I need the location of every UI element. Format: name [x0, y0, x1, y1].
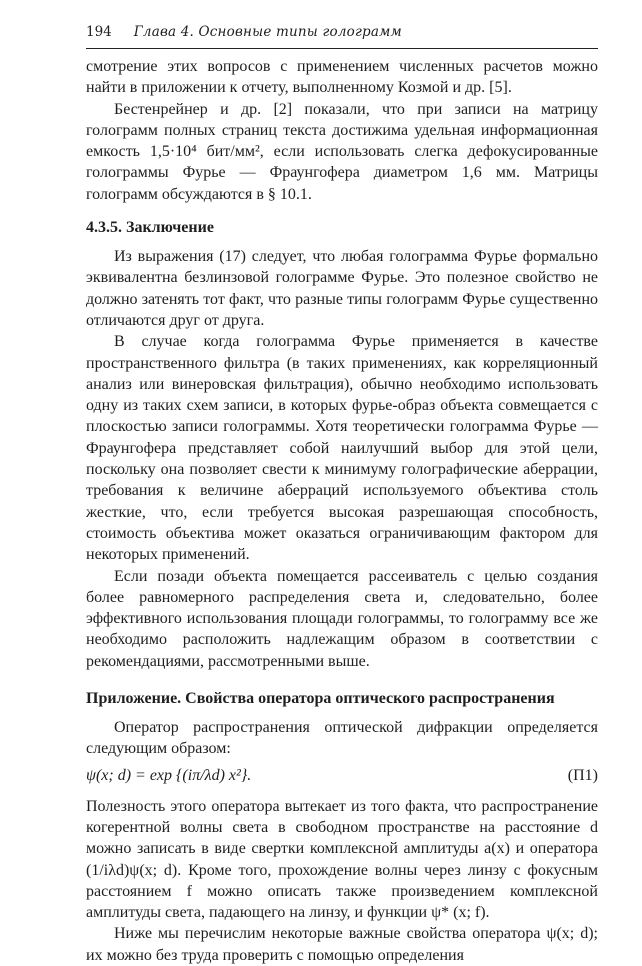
page-number: 194 — [86, 24, 112, 40]
running-head-title: Глава 4. Основные типы голограмм — [133, 24, 402, 40]
paragraph-conclusion-3: Если позади объекта помещается рассеиватель с целью создания более равномерного распределения света и, следовательно, более эффективного использования площади голограммы, то голограмму все же необходимо расположить надлежащим образом в соответствии с рекомендациями, рассмотренными выше. — [86, 567, 598, 670]
appendix-heading: Приложение. Свойства оператора оптического распространения — [86, 690, 555, 708]
formula-number: (П1) — [567, 766, 598, 784]
appendix-intro: Оператор распространения оптической дифракции определяется следующим образом: — [86, 719, 598, 758]
paragraph-bestenreiner: Бестенрейнер и др. [2] показали, что при записи на матрицу голограмм полных страниц текста достижима удельная информационная емкость 1,5·10⁴ бит/мм², если использовать слегка дефокусированные голограммы Фурье — Фраунгофера диаметром 1,6 мм. Матрицы голограмм обсуждаются в § 10.1. — [86, 100, 598, 203]
formula-p1 — [86, 765, 598, 788]
section-heading-conclusion: 4.3.5. Заключение — [86, 219, 214, 237]
paragraph-conclusion-1: Из выражения (17) следует, что любая голограмма Фурье формально эквивалентна безлинзовой голограмме Фурье. Это полезное свойство не должно затенять тот факт, что разные типы голограмм Фурье существенно отличаются друг от друга. — [86, 248, 598, 329]
formula-expression: ψ(x; d) = exp {(iπ/λd) x²}. — [86, 766, 252, 784]
paragraph-continued: смотрение этих вопросов с применением численных расчетов можно найти в приложении к отчету, выполненному Козмой и др. [5]. — [86, 58, 598, 97]
appendix-paragraph-1: Полезность этого оператора вытекает из того факта, что распространение когерентной волны света в свободном пространстве на расстояние d можно записать в виде свертки комплексной амплитуды a(x) и оператора (1/iλd)ψ(x; d). Кроме того, прохождение волны через линзу с фокусным расстоянием f можно описать также произведением комплексной амплитуды света, падающего на линзу, и функции ψ* (x; f). — [86, 797, 598, 922]
appendix-paragraph-2: Ниже мы перечислим некоторые важные свойства оператора ψ(x; d); их можно без труда проверить с помощью определения — [86, 925, 598, 964]
body-text — [86, 56, 598, 966]
paragraph-conclusion-2: В случае когда голограмма Фурье применяется в качестве пространственного фильтра (в таких применениях, как корреляционный анализ или винеровская фильтрация), обычно необходимо использовать одну из таких схем записи, в которых фурье-образ объекта совмещается с плоскостью записи голограммы. Хотя теоретически голограмма Фурье — Фраунгофера представляет собой наилучший выбор для этой цели, поскольку она позволяет свести к минимуму голографические аберрации, требования к величине аберраций используемого объектива столь жесткие, что, если требуется высокая разрешающая способность, стоимость объектива может оказаться ограничивающим фактором для некоторых применений. — [86, 333, 598, 564]
running-header — [86, 24, 598, 49]
